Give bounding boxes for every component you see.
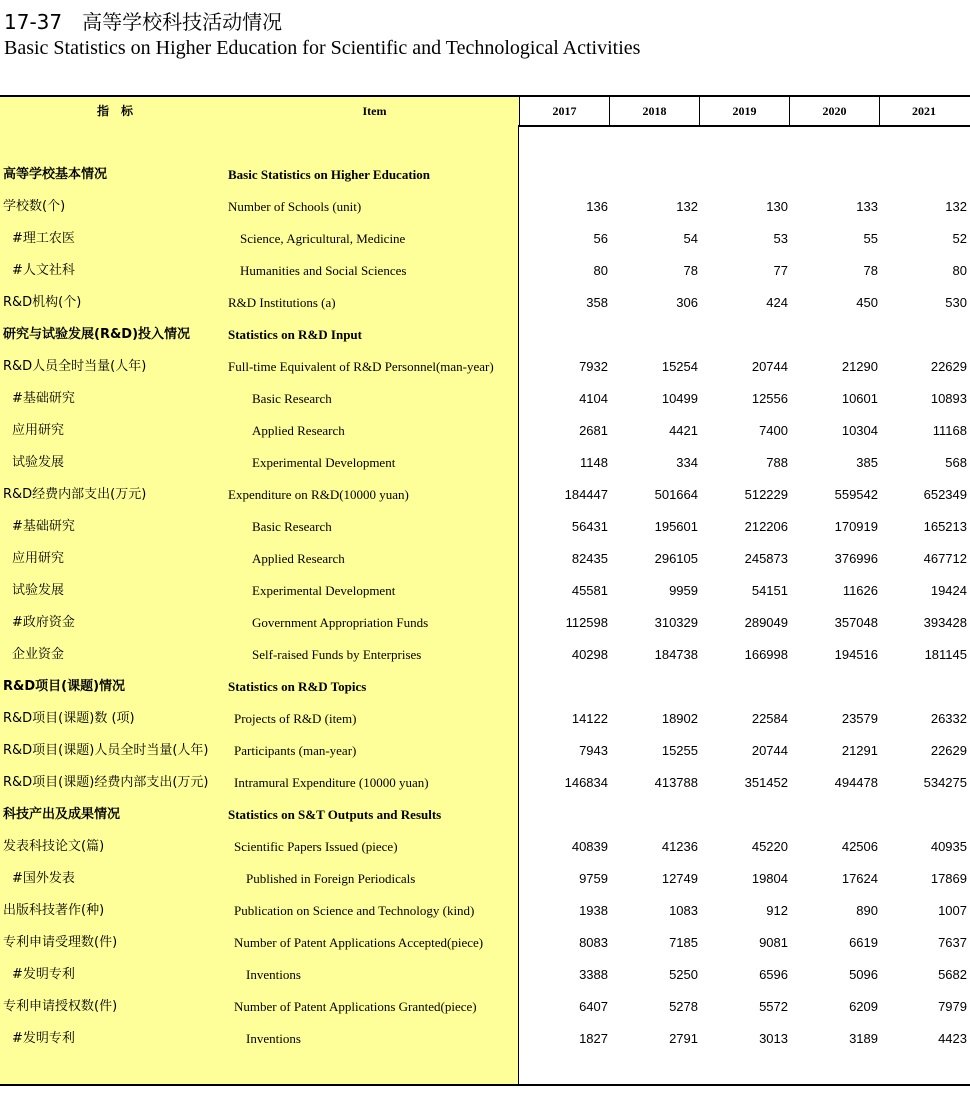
- value-cell-2020: 890: [856, 903, 878, 918]
- value-cell-2021: 132: [945, 199, 967, 214]
- value-cell-2020: 42506: [841, 839, 878, 854]
- table-row: [0, 1023, 970, 1055]
- value-cell-2018: 306: [676, 295, 698, 310]
- indicator-cn: #理工农医: [12, 231, 75, 246]
- table-row: [0, 383, 970, 415]
- value-cell-2021: 22629: [930, 743, 967, 758]
- value-cell-2017: 184447: [564, 487, 608, 502]
- indicator-cn: 企业资金: [12, 647, 65, 662]
- value-cell-2017: 136: [586, 199, 608, 214]
- value-cell-2017: 14122: [571, 711, 608, 726]
- value-cell-2017: 82435: [571, 551, 608, 566]
- value-cell-2019: 6596: [759, 967, 788, 982]
- item-en: Basic Research: [252, 391, 332, 406]
- value-cell-2020: 494478: [834, 775, 878, 790]
- table-row: [0, 767, 970, 799]
- value-cell-2019: 20744: [751, 359, 788, 374]
- indicator-cn: 试验发展: [12, 583, 65, 598]
- value-cell-2019: 788: [766, 455, 788, 470]
- value-cell-2021: 52: [952, 231, 967, 246]
- indicator-cn: 出版科技著作(种): [3, 903, 105, 918]
- item-en: Full-time Equivalent of R&D Personnel(man-year): [228, 359, 494, 374]
- indicator-cn: 专利申请授权数(件): [3, 999, 118, 1014]
- item-en: Expenditure on R&D(10000 yuan): [228, 487, 409, 502]
- table-row: [0, 479, 970, 511]
- value-cell-2018: 132: [676, 199, 698, 214]
- indicator-cn: #发明专利: [12, 1031, 75, 1046]
- value-cell-2018: 334: [676, 455, 698, 470]
- value-cell-2018: 2791: [669, 1031, 698, 1046]
- value-cell-2020: 17624: [841, 871, 878, 886]
- value-cell-2019: 512229: [744, 487, 788, 502]
- item-en: Published in Foreign Periodicals: [246, 871, 416, 886]
- value-cell-2021: 181145: [924, 647, 967, 662]
- value-cell-2021: 11168: [932, 423, 967, 438]
- value-cell-2018: 413788: [654, 775, 698, 790]
- table-row: [0, 511, 970, 543]
- value-cell-2020: 5096: [849, 967, 878, 982]
- table-row: [0, 575, 970, 607]
- value-cell-2019: 212206: [744, 519, 788, 534]
- value-cell-2020: 78: [863, 263, 878, 278]
- value-cell-2017: 56: [593, 231, 608, 246]
- item-en: Number of Schools (unit): [228, 199, 362, 214]
- value-cell-2020: 11626: [842, 583, 878, 598]
- value-cell-2021: 19424: [930, 583, 967, 598]
- value-cell-2018: 15255: [661, 743, 698, 758]
- indicator-cn: 试验发展: [12, 455, 65, 470]
- table-row: [0, 895, 970, 927]
- value-cell-2021: 467712: [923, 551, 967, 566]
- item-en: Publication on Science and Technology (kind): [234, 903, 475, 918]
- indicator-cn: #发明专利: [12, 967, 75, 982]
- value-cell-2021: 17869: [930, 871, 967, 886]
- item-en: Science, Agricultural, Medicine: [240, 231, 406, 246]
- indicator-cn: 发表科技论文(篇): [3, 839, 105, 854]
- value-cell-2021: 165213: [923, 519, 967, 534]
- item-en: Self-raised Funds by Enterprises: [252, 647, 422, 662]
- value-cell-2020: 170919: [834, 519, 878, 534]
- value-cell-2021: 1007: [938, 903, 967, 918]
- header-indicator: 指 标: [96, 104, 133, 118]
- indicator-cn: R&D项目(课题)情况: [3, 679, 126, 694]
- table-row: [0, 415, 970, 447]
- table-row: [0, 735, 970, 767]
- item-en: Intramural Expenditure (10000 yuan): [234, 775, 429, 790]
- value-cell-2021: 534275: [923, 775, 967, 790]
- value-cell-2019: 912: [766, 903, 788, 918]
- value-cell-2018: 184738: [654, 647, 698, 662]
- value-cell-2017: 56431: [571, 519, 608, 534]
- value-cell-2019: 166998: [744, 647, 788, 662]
- value-cell-2019: 45220: [751, 839, 788, 854]
- value-cell-2020: 376996: [834, 551, 878, 566]
- table-row: [0, 543, 970, 575]
- item-en: Applied Research: [252, 423, 345, 438]
- value-cell-2019: 3013: [759, 1031, 788, 1046]
- item-en: Statistics on R&D Topics: [228, 679, 367, 694]
- value-cell-2020: 133: [856, 199, 878, 214]
- value-cell-2021: 7979: [938, 999, 967, 1014]
- indicator-cn: R&D机构(个): [3, 295, 82, 310]
- statistics-table: [0, 95, 970, 1086]
- item-en: Basic Research: [252, 519, 332, 534]
- indicator-cn: R&D项目(课题)人员全时当量(人年): [3, 743, 209, 758]
- value-cell-2017: 1827: [579, 1031, 608, 1046]
- value-cell-2017: 80: [593, 263, 608, 278]
- table-row: [0, 991, 970, 1023]
- item-en: Participants (man-year): [234, 743, 357, 758]
- item-en: Inventions: [246, 1031, 301, 1046]
- value-cell-2021: 530: [945, 295, 967, 310]
- table-row: [0, 223, 970, 255]
- indicator-cn: #基础研究: [12, 519, 75, 534]
- header-year-2020: 2020: [822, 104, 847, 118]
- value-cell-2017: 4104: [579, 391, 608, 406]
- value-cell-2019: 130: [766, 199, 788, 214]
- indicator-cn: 高等学校基本情况: [3, 167, 108, 182]
- table-row: [0, 287, 970, 319]
- table-row: [0, 447, 970, 479]
- value-cell-2020: 21291: [841, 743, 878, 758]
- value-cell-2017: 8083: [579, 935, 608, 950]
- table-row: [0, 255, 970, 287]
- value-cell-2021: 7637: [938, 935, 967, 950]
- item-en: Projects of R&D (item): [234, 711, 357, 726]
- table-header: [0, 97, 970, 127]
- page-title-cn: 17-37 高等学校科技活动情况: [4, 10, 283, 34]
- item-en: Experimental Development: [252, 455, 396, 470]
- indicator-cn: 应用研究: [12, 551, 65, 566]
- value-cell-2018: 12749: [661, 871, 698, 886]
- value-cell-2021: 652349: [923, 487, 967, 502]
- value-cell-2018: 195601: [654, 519, 698, 534]
- value-cell-2021: 393428: [923, 615, 967, 630]
- value-cell-2017: 6407: [579, 999, 608, 1014]
- value-cell-2018: 78: [683, 263, 698, 278]
- table-row: [0, 639, 970, 671]
- table-row: [0, 959, 970, 991]
- value-cell-2017: 40298: [571, 647, 608, 662]
- table-row: [0, 351, 970, 383]
- value-cell-2019: 424: [766, 295, 788, 310]
- value-cell-2020: 3189: [849, 1031, 878, 1046]
- value-cell-2020: 55: [863, 231, 878, 246]
- header-item: Item: [362, 104, 387, 118]
- item-en: Statistics on R&D Input: [228, 327, 362, 342]
- value-cell-2021: 40935: [930, 839, 967, 854]
- item-en: Basic Statistics on Higher Education: [228, 167, 431, 182]
- value-cell-2017: 358: [586, 295, 608, 310]
- value-cell-2018: 310329: [654, 615, 698, 630]
- section-row: [0, 159, 970, 191]
- value-cell-2017: 112598: [565, 615, 608, 630]
- indicator-cn: #国外发表: [12, 871, 75, 886]
- value-cell-2020: 450: [856, 295, 878, 310]
- table-row: [0, 863, 970, 895]
- value-cell-2019: 54151: [751, 583, 788, 598]
- indicator-cn: R&D人员全时当量(人年): [3, 359, 147, 374]
- item-en: Number of Patent Applications Granted(piece): [234, 999, 477, 1014]
- header-year-2017: 2017: [552, 104, 577, 118]
- value-cell-2018: 10499: [661, 391, 698, 406]
- section-row: [0, 319, 970, 351]
- value-cell-2017: 146834: [564, 775, 608, 790]
- value-cell-2020: 357048: [834, 615, 878, 630]
- value-cell-2018: 54: [683, 231, 698, 246]
- indicator-cn: 应用研究: [12, 423, 65, 438]
- table-row: [0, 831, 970, 863]
- indicator-cn: 科技产出及成果情况: [3, 807, 121, 822]
- value-cell-2020: 6619: [849, 935, 878, 950]
- item-en: Applied Research: [252, 551, 345, 566]
- indicator-cn: 专利申请受理数(件): [3, 935, 118, 950]
- table-row: [0, 927, 970, 959]
- item-en: Experimental Development: [252, 583, 396, 598]
- table-row: [0, 191, 970, 223]
- value-cell-2021: 568: [945, 455, 967, 470]
- item-en: Government Appropriation Funds: [252, 615, 429, 630]
- indicator-cn: #基础研究: [12, 391, 75, 406]
- value-cell-2021: 22629: [930, 359, 967, 374]
- indicator-cn: #人文社科: [12, 263, 75, 278]
- section-row: [0, 671, 970, 703]
- value-cell-2017: 3388: [579, 967, 608, 982]
- value-cell-2019: 7400: [759, 423, 788, 438]
- value-cell-2018: 1083: [669, 903, 698, 918]
- value-cell-2018: 5278: [669, 999, 698, 1014]
- value-cell-2018: 296105: [654, 551, 698, 566]
- value-cell-2017: 9759: [579, 871, 608, 886]
- value-cell-2019: 351452: [744, 775, 788, 790]
- value-cell-2021: 5682: [938, 967, 967, 982]
- value-cell-2020: 385: [856, 455, 878, 470]
- value-cell-2019: 19804: [751, 871, 788, 886]
- indicator-cn: R&D项目(课题)数 (项): [3, 711, 135, 726]
- value-cell-2019: 245873: [744, 551, 788, 566]
- value-cell-2019: 77: [773, 263, 788, 278]
- value-cell-2018: 4421: [669, 423, 698, 438]
- value-cell-2017: 7943: [579, 743, 608, 758]
- value-cell-2020: 194516: [834, 647, 878, 662]
- value-cell-2019: 53: [773, 231, 788, 246]
- indicator-cn: 学校数(个): [3, 199, 66, 214]
- value-cell-2020: 6209: [849, 999, 878, 1014]
- page-title-en: Basic Statistics on Higher Education for Scientific and Technological Activities: [4, 37, 641, 59]
- value-cell-2017: 1148: [580, 455, 608, 470]
- value-cell-2021: 4423: [938, 1031, 967, 1046]
- value-cell-2017: 40839: [571, 839, 608, 854]
- table-row: [0, 703, 970, 735]
- value-cell-2018: 9959: [669, 583, 698, 598]
- value-cell-2017: 45581: [571, 583, 608, 598]
- value-cell-2017: 1938: [579, 903, 608, 918]
- value-cell-2021: 80: [952, 263, 967, 278]
- indicator-cn: #政府资金: [12, 615, 75, 630]
- value-cell-2019: 20744: [751, 743, 788, 758]
- value-cell-2020: 10304: [841, 423, 878, 438]
- item-en: Scientific Papers Issued (piece): [234, 839, 398, 854]
- value-cell-2018: 41236: [661, 839, 698, 854]
- value-cell-2018: 5250: [669, 967, 698, 982]
- table-row: [0, 607, 970, 639]
- value-cell-2020: 23579: [841, 711, 878, 726]
- header-year-2021: 2021: [912, 104, 936, 118]
- value-cell-2020: 10601: [841, 391, 878, 406]
- value-cell-2018: 7185: [669, 935, 698, 950]
- indicator-cn: R&D经费内部支出(万元): [3, 487, 147, 502]
- value-cell-2018: 18902: [661, 711, 698, 726]
- value-cell-2020: 21290: [841, 359, 878, 374]
- value-cell-2019: 12556: [751, 391, 788, 406]
- indicator-cn: 研究与试验发展(R&D)投入情况: [3, 327, 191, 342]
- header-year-2019: 2019: [732, 104, 757, 118]
- value-cell-2021: 26332: [930, 711, 967, 726]
- value-cell-2017: 2681: [579, 423, 608, 438]
- value-cell-2021: 10893: [930, 391, 967, 406]
- value-cell-2020: 559542: [834, 487, 878, 502]
- item-en: Inventions: [246, 967, 301, 982]
- value-cell-2018: 501664: [654, 487, 698, 502]
- item-en: Number of Patent Applications Accepted(piece): [234, 935, 484, 950]
- value-cell-2019: 9081: [759, 935, 788, 950]
- value-cell-2019: 289049: [744, 615, 788, 630]
- section-row: [0, 799, 970, 831]
- item-en: Statistics on S&T Outputs and Results: [228, 807, 442, 822]
- item-en: Humanities and Social Sciences: [240, 263, 407, 278]
- value-cell-2018: 15254: [661, 359, 698, 374]
- value-cell-2017: 7932: [579, 359, 608, 374]
- value-cell-2019: 22584: [751, 711, 788, 726]
- item-en: R&D Institutions (a): [228, 295, 336, 310]
- indicator-cn: R&D项目(课题)经费内部支出(万元): [3, 775, 209, 790]
- value-cell-2019: 5572: [759, 999, 788, 1014]
- header-year-2018: 2018: [642, 104, 667, 118]
